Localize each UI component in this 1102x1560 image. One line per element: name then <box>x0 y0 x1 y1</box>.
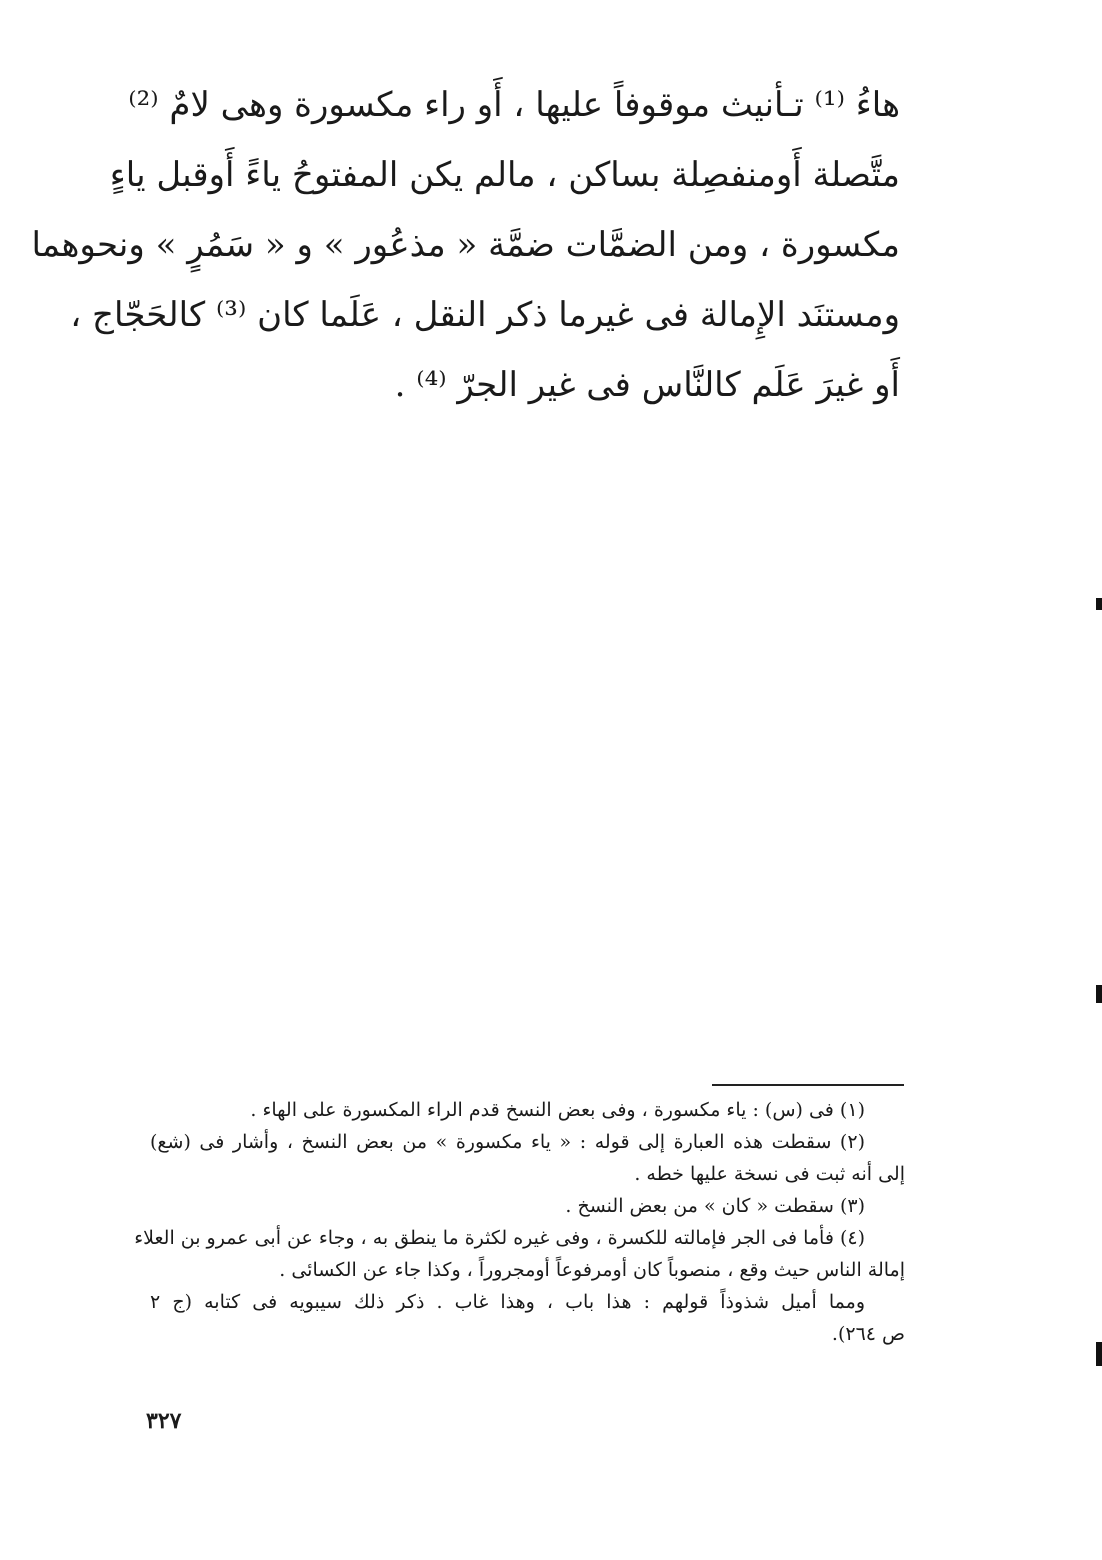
body-line-2: متَّصلة أَومنفصِلة بساكن ، مالم يكن المفتوحُ ياءً أَوقبل ياءٍ <box>109 155 900 195</box>
footnotes <box>134 1094 905 1350</box>
body-line-4: ومستنَد الإِمالة فى غيرما ذكر النقل ، عَلَما كان ⁽³⁾ كالحَجّاج ، <box>70 295 900 335</box>
footnote-4: (٤) فأما فى الجر فإمالته للكسرة ، وفى غيره لكثرة ما ينطق به ، وجاء عن أبى عمرو بن العلاء <box>134 1227 865 1249</box>
footnote-1: (١) فى (س) : ياء مكسورة ، وفى بعض النسخ قدم الراء المكسورة على الهاء . <box>250 1099 865 1121</box>
footnote-4-continuation: إمالة الناس حيث وقع ، منصوباً كان أومرفوعاً أومجروراً ، وكذا جاء عن الكسائى . <box>279 1259 905 1281</box>
footnote-2-continuation: إلى أنه ثبت فى نسخة عليها خطه . <box>634 1163 905 1185</box>
scan-edge-mark <box>1096 598 1102 610</box>
footnote-3: (٣) سقطت « كان » من بعض النسخ . <box>565 1195 865 1217</box>
body-line-1: هاءُ ⁽¹⁾ تـأنيث موقوفاً عليها ، أَو راء مكسورة وهى لامٌ ⁽²⁾ <box>128 85 900 125</box>
main-text <box>31 70 900 420</box>
body-line-5: أَو غيرَ عَلَم كالنَّاس فى غير الجرّ ⁽⁴⁾ . <box>394 365 900 405</box>
footnote-4-note-continuation: ص ٢٦٤). <box>831 1323 905 1345</box>
scan-edge-mark <box>1096 985 1102 1003</box>
body-line-3: مكسورة ، ومن الضمَّات ضمَّة « مذعُور » و « سَمُرٍ » ونحوهما <box>31 225 900 265</box>
page-number: ٣٢٧ <box>146 1408 182 1434</box>
footnote-divider <box>712 1084 904 1086</box>
scan-edge-mark <box>1096 1342 1102 1366</box>
footnote-2: (٢) سقطت هذه العبارة إلى قوله : « ياء مكسورة » من بعض النسخ ، وأشار فى (شع) <box>150 1131 865 1153</box>
footnote-4-note: ومما أميل شذوذاً قولهم : هذا باب ، وهذا غاب . ذكر ذلك سيبويه فى كتابه (ج ٢ <box>150 1291 865 1313</box>
